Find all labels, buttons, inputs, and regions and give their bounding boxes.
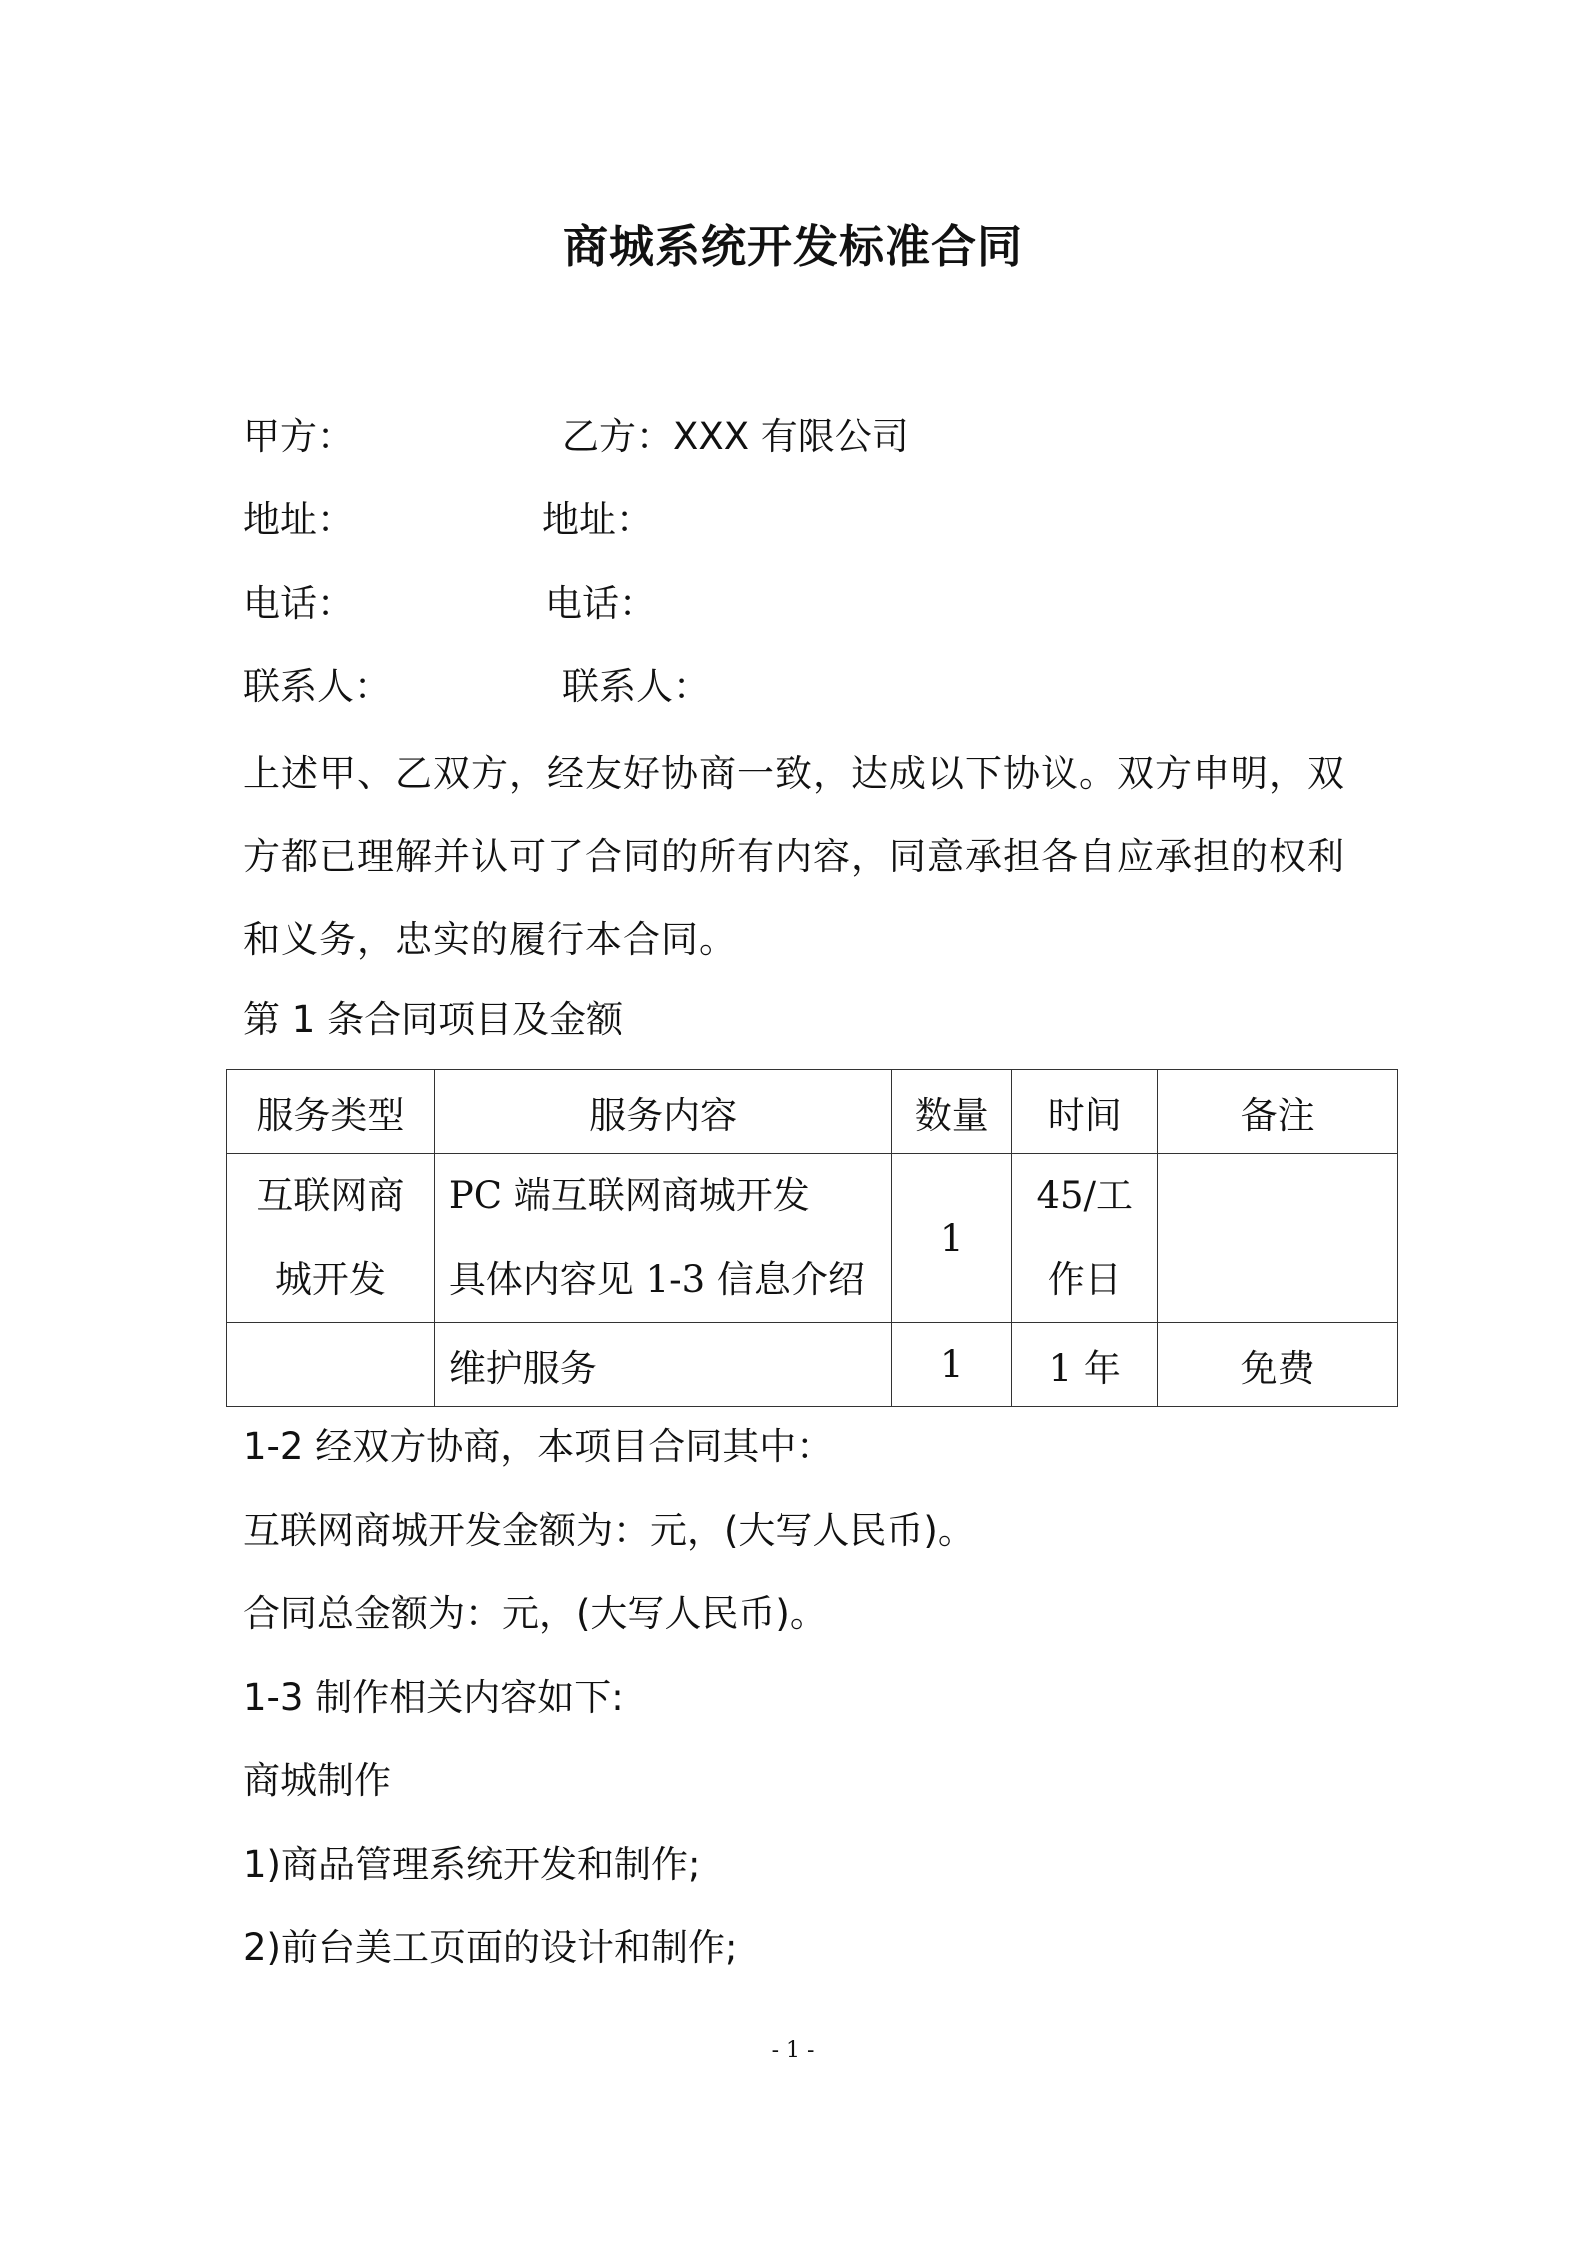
header-service-type: 服务类型	[227, 1070, 435, 1154]
party-b-contact-label: 联系人：	[562, 665, 710, 708]
list-item: 1)商品管理系统开发和制作;	[243, 1843, 701, 1886]
clause-1-3: 1-3 制作相关内容如下:	[243, 1676, 624, 1719]
quantity-cell: 1	[892, 1154, 1012, 1323]
service-content-cell: 维护服务	[434, 1323, 892, 1407]
table-header-row	[227, 1070, 1398, 1154]
section-1-heading: 第 1 条合同项目及金额	[243, 998, 624, 1041]
service-type-line: 互联网商	[256, 1174, 405, 1217]
header-time: 时间	[1012, 1070, 1158, 1154]
header-quantity: 数量	[892, 1070, 1012, 1154]
document-title: 商城系统开发标准合同	[562, 220, 1023, 273]
table-row	[227, 1154, 1398, 1323]
service-table	[226, 1069, 1398, 1407]
time-cell	[1012, 1154, 1158, 1323]
list-item: 2)前台美工页面的设计和制作;	[243, 1926, 738, 1969]
time-line: 45/工	[1036, 1174, 1133, 1217]
service-type-cell	[227, 1323, 435, 1407]
service-content-cell	[434, 1154, 892, 1323]
party-a-contact-label: 联系人：	[243, 665, 391, 708]
service-type-cell	[227, 1154, 435, 1323]
clause-1-2: 1-2 经双方协商，本项目合同其中：	[243, 1425, 834, 1468]
party-b-address-label: 地址：	[542, 498, 653, 541]
table-row	[227, 1323, 1398, 1407]
service-content-line: 具体内容见 1-3 信息介绍	[448, 1258, 865, 1301]
party-a-label: 甲方：	[243, 415, 354, 458]
header-note: 备注	[1158, 1070, 1398, 1154]
quantity-cell: 1	[892, 1323, 1012, 1407]
note-cell: 免费	[1158, 1323, 1398, 1407]
time-line: 作日	[1047, 1258, 1122, 1301]
page-number: - 1 -	[771, 2038, 815, 2063]
party-b-phone-label: 电话：	[545, 582, 656, 625]
mall-production-heading: 商城制作	[243, 1759, 391, 1802]
party-a-phone-label: 电话：	[243, 582, 354, 625]
service-type-line: 城开发	[274, 1258, 386, 1301]
service-content-line: PC 端互联网商城开发	[448, 1174, 810, 1217]
preamble-paragraph: 上述甲、乙双方，经友好协商一致，达成以下协议。双方申明，双方都已理解并认可了合同的所有内容，同意承担各自应承担的权利和义务，忠实的履行本合同。	[243, 752, 1345, 961]
time-cell: 1 年	[1012, 1323, 1158, 1407]
header-service-content: 服务内容	[434, 1070, 892, 1154]
note-cell	[1158, 1154, 1398, 1323]
party-a-address-label: 地址：	[243, 498, 354, 541]
total-amount: 合同总金额为：元，(大写人民币)。	[243, 1592, 827, 1635]
party-b-label: 乙方：XXX 有限公司	[562, 415, 909, 458]
development-amount: 互联网商城开发金额为：元，(大写人民币)。	[243, 1509, 975, 1552]
